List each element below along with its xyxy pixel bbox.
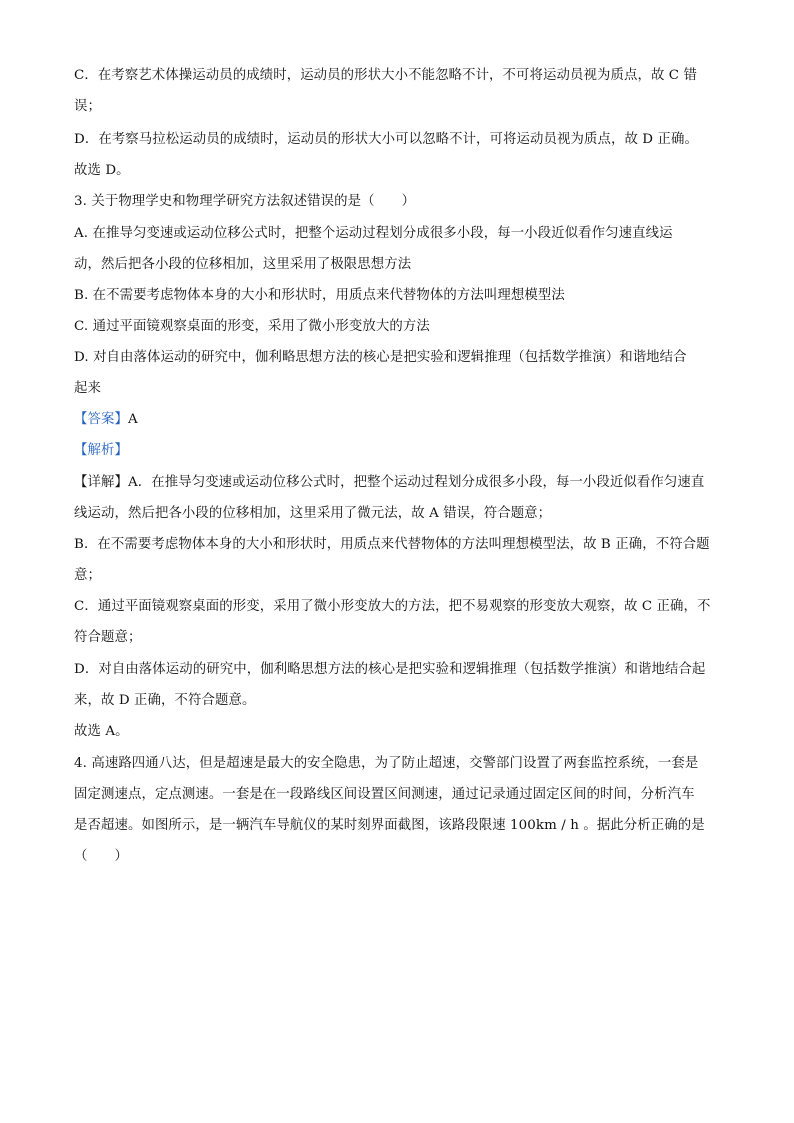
question-4-line-3: 是否超速。如图所示，是一辆汽车导航仪的某时刻界面截图，该路段限速 100km / h 。据此分析正确的是 <box>74 818 705 833</box>
question-3-option-b: B. 在不需要考虑物体本身的大小和形状时，用质点来代替物体的方法叫理想模型法 <box>74 288 565 303</box>
question-4-line-4: （ ） <box>74 849 128 864</box>
question-3-option-c: C. 通过平面镜观察桌面的形变，采用了微小形变放大的方法 <box>74 319 430 334</box>
answer-label: 【答案】 <box>74 412 128 427</box>
question-4-line-2: 固定测速点，定点测速。一套是在一段路线区间设置区间测速，通过记录通过固定区间的时间，分析汽车 <box>74 787 695 802</box>
question-3-option-a-line-1: A. 在推导匀变速或运动位移公式时，把整个运动过程划分成很多小段，每一小段近似看作匀速直线运 <box>74 226 673 241</box>
option-d-line: D．在考察马拉松运动员的成绩时，运动员的形状大小可以忽略不计，可将运动员视为质点，故 D 正确。 <box>74 132 698 147</box>
option-c-line-1: C．在考察艺术体操运动员的成绩时，运动员的形状大小不能忽略不计，不可将运动员视为质点，故 C 错 <box>74 68 697 83</box>
detail-d-line-2: 来，故 D 正确，不符合题意。 <box>74 693 256 708</box>
choice-line-2: 故选 A。 <box>74 724 129 739</box>
detail-label: 【详解】 <box>74 475 128 490</box>
detail-a-text: A．在推导匀变速或运动位移公式时，把整个运动过程划分成很多小段，每一小段近似看作匀速直 <box>127 475 705 490</box>
choice-line: 故选 D。 <box>74 163 130 178</box>
answer-line <box>74 410 138 430</box>
analysis-label: 【解析】 <box>74 443 128 458</box>
option-c-line-2: 误； <box>74 99 101 114</box>
answer-value: A <box>127 412 138 427</box>
detail-a-line-2: 线运动，然后把各小段的位移相加，这里采用了微元法，故 A 错误，符合题意； <box>74 506 552 521</box>
detail-c-line-2: 符合题意； <box>74 630 142 645</box>
question-3-stem: 3. 关于物理学史和物理学研究方法叙述错误的是（ ） <box>74 194 416 209</box>
question-3-option-d-line-2: 起来 <box>74 381 101 396</box>
detail-b-line-2: 意； <box>74 568 101 583</box>
detail-b-line-1: B．在不需要考虑物体本身的大小和形状时，用质点来代替物体的方法叫理想模型法，故 B 正确，不符合题 <box>74 537 710 552</box>
question-3-option-d-line-1: D. 对自由落体运动的研究中，伽利略思想方法的核心是把实验和逻辑推理（包括数学推演）和谐地结合 <box>74 350 687 365</box>
question-3-option-a-line-2: 动，然后把各小段的位移相加，这里采用了极限思想方法 <box>74 257 412 272</box>
detail-d-line-1: D．对自由落体运动的研究中，伽利略思想方法的核心是把实验和逻辑推理（包括数学推演）和谐地结合起 <box>74 662 706 677</box>
question-4-line-1: 4. 高速路四通八达，但是超速是最大的安全隐患，为了防止超速，交警部门设置了两套监控系统，一套是 <box>74 756 699 771</box>
detail-c-line-1: C．通过平面镜观察桌面的形变，采用了微小形变放大的方法，把不易观察的形变放大观察，故 C 正确，不 <box>74 599 711 614</box>
detail-a-line-1 <box>74 473 704 493</box>
